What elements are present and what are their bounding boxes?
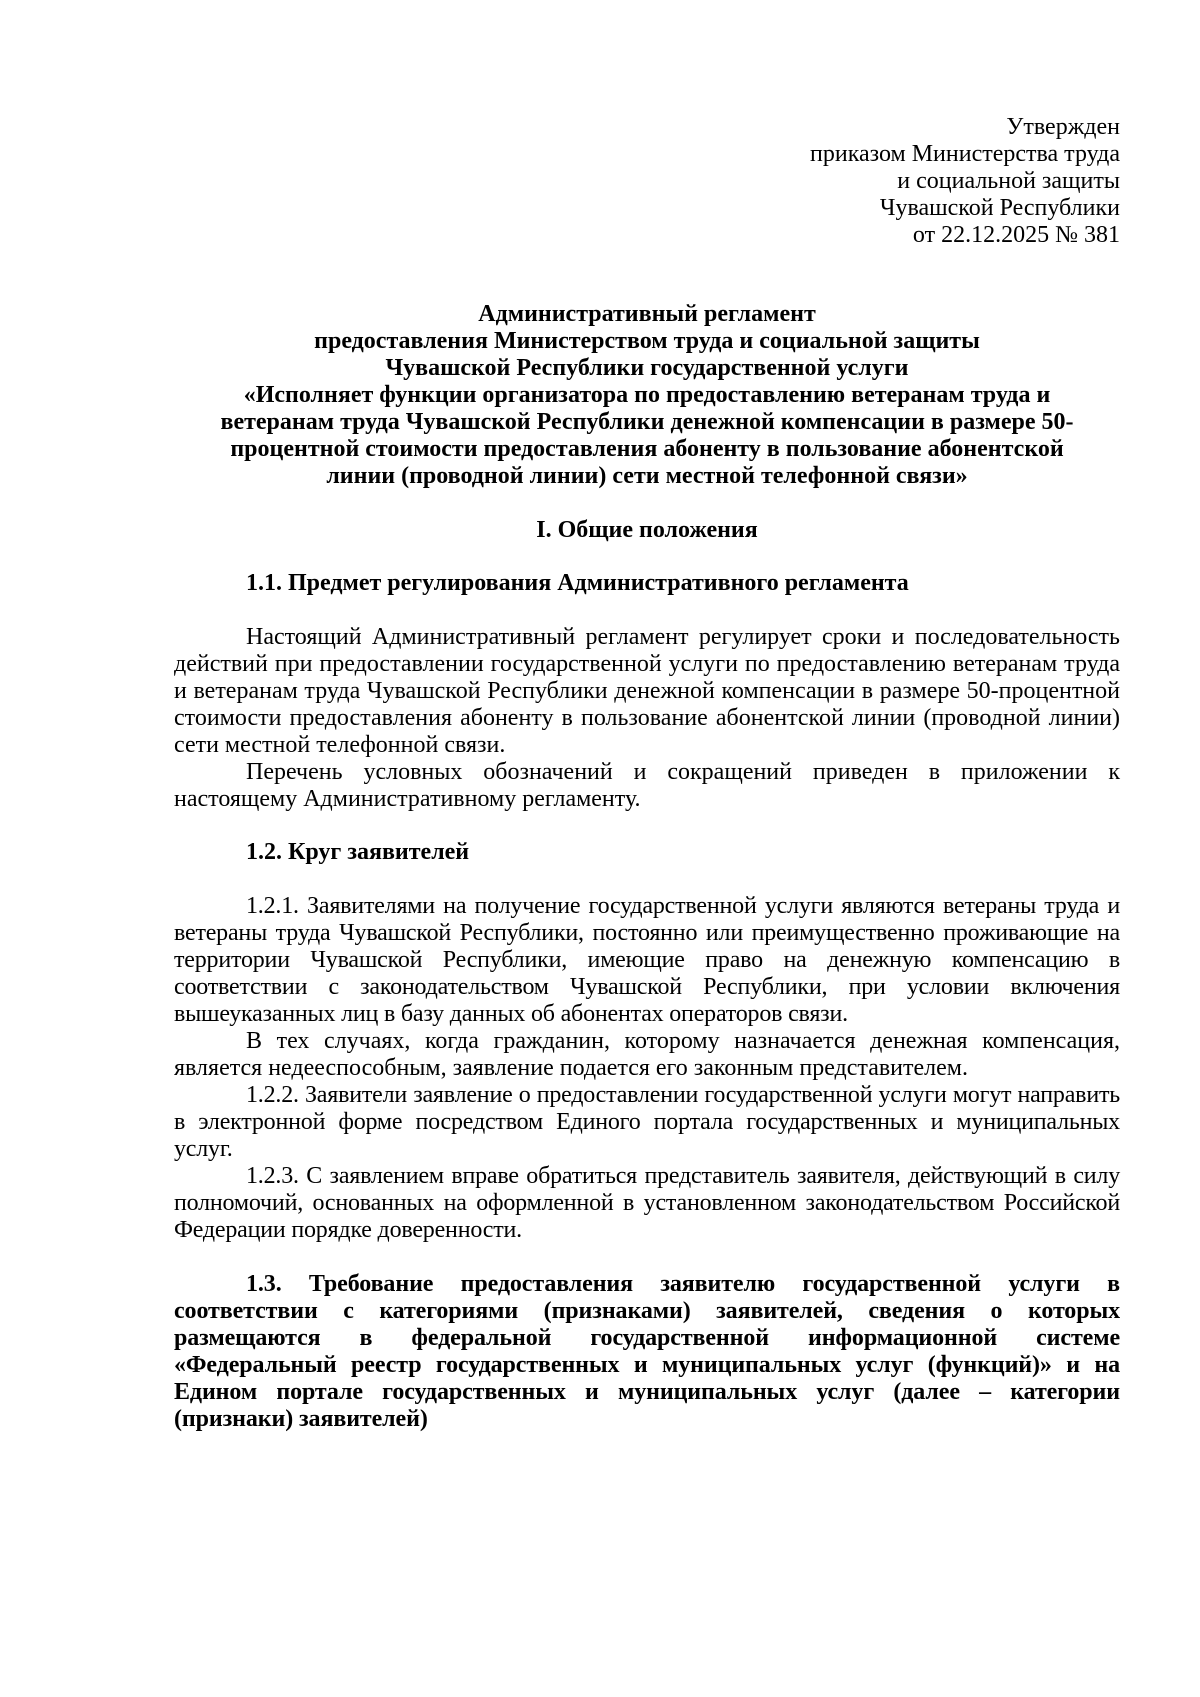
title-line: «Исполняет функции организатора по предоставлению ветеранам труда и [243,382,1051,408]
title-line: Административный регламент [478,301,816,327]
paragraph: 1.2.2. Заявители заявление о предоставлении государственной услуги могут направить в электронной форме посредством Единого портала государственных и муниципальных услуг. [174,1082,1120,1162]
approval-line: и социальной защиты [897,168,1120,194]
paragraph: 1.2.1. Заявителями на получение государственной услуги являются ветераны труда и ветераны труда Чувашской Республики, постоянно или преимущественно проживающие на территории Чувашской Республики, имеющие право на денежную компенсацию в соответствии с законодательством Чувашской Республики, при условии включения вышеуказанных лиц в базу данных об абонентах операторов связи. [174,893,1120,1027]
title-line: Чувашской Республики государственной услуги [385,355,909,381]
approval-line: Утвержден [1006,114,1120,140]
paragraph: Настоящий Административный регламент регулирует сроки и последовательность действий при предоставлении государственной услуги по предоставлению ветеранам труда и ветеранам труда Чувашской Республики денежной компенсации в размере 50-процентной стоимости предоставления абоненту в пользование абонентской линии (проводной линии) сети местной телефонной связи. [174,624,1120,758]
approval-line: приказом Министерства труда [810,141,1120,167]
subsection-heading-1-1: 1.1. Предмет регулирования Административного регламента [246,570,909,596]
subsection-heading-1-2: 1.2. Круг заявителей [246,839,470,865]
subsection-heading-1-3: 1.3. Требование предоставления заявителю государственной услуги в соответствии с категориями (признаками) заявителей, сведения о которых размещаются в федеральной государственной информационной системе «Федеральный реестр государственных и муниципальных услуг (функций)» и на Едином портале государственных и муниципальных услуг (далее – категории (признаки) заявителей) [174,1271,1120,1432]
document-page [174,114,1120,1433]
subsection-body-1-1 [174,624,1120,813]
paragraph: 1.2.3. С заявлением вправе обратиться представитель заявителя, действующий в силу полномочий, основанных на оформленной в установленном законодательством Российской Федерации порядке доверенности. [174,1163,1120,1243]
paragraph: Перечень условных обозначений и сокращений приведен в приложении к настоящему Административному регламенту. [174,759,1120,812]
document-title [174,301,1120,490]
approval-date-number: от 22.12.2025 № 381 [912,222,1120,248]
subsection-body-1-2 [174,893,1120,1244]
title-line: процентной стоимости предоставления абоненту в пользование абонентской [230,436,1064,462]
approval-block [174,114,1120,249]
title-line: ветеранам труда Чувашской Республики денежной компенсации в размере 50- [220,409,1074,435]
title-line: линии (проводной линии) сети местной телефонной связи» [326,463,968,489]
title-line: предоставления Министерством труда и социальной защиты [314,328,980,354]
paragraph: В тех случаях, когда гражданин, которому назначается денежная компенсация, является недееспособным, заявление подается его законным представителем. [174,1028,1120,1081]
section-heading: I. Общие положения [536,517,758,543]
approval-line: Чувашской Республики [879,195,1120,221]
